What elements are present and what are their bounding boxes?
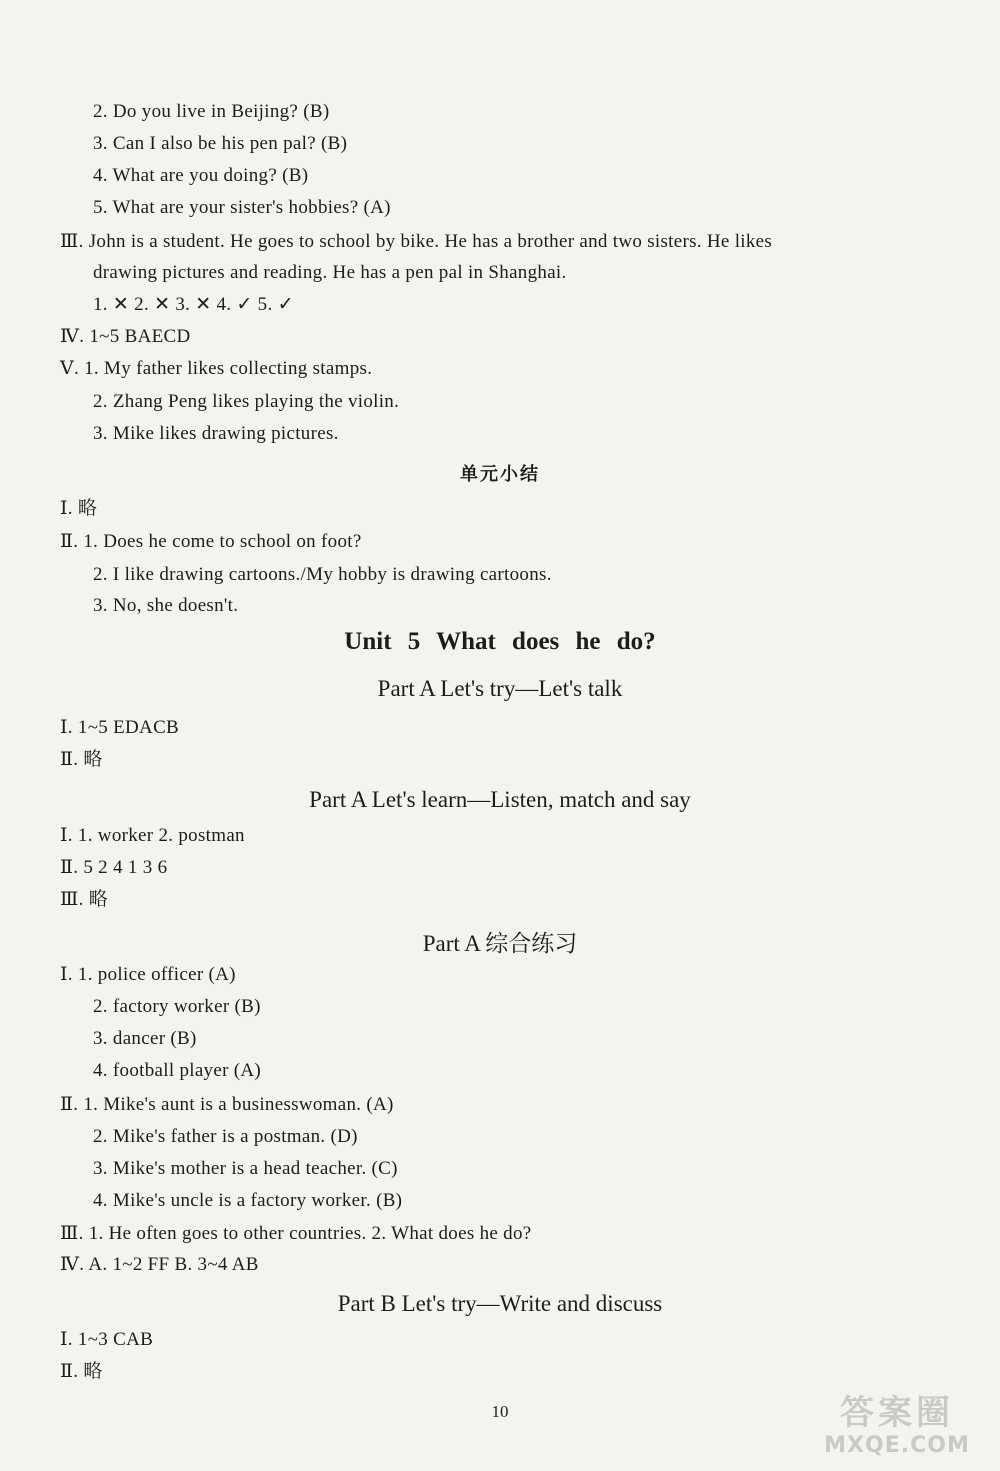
watermark-logo xyxy=(802,1393,992,1465)
section-heading-part-a-practice: Part A 综合练习 xyxy=(422,931,578,956)
answer-line: Ⅰ. 1~3 CAB xyxy=(60,1329,154,1350)
watermark-text: 答案圈 xyxy=(840,1393,954,1433)
section-heading-part-a-try: Part A Let's try—Let's talk xyxy=(377,676,623,701)
answer-line: 3. Mike's mother is a head teacher. (C) xyxy=(93,1158,398,1179)
answer-line: 3. Can I also be his pen pal? (B) xyxy=(93,133,348,154)
answer-line: Ⅰ. 1. worker 2. postman xyxy=(60,825,245,846)
answer-line: Ⅰ. 1. police officer (A) xyxy=(60,964,236,985)
answer-line: Ⅴ. 1. My father likes collecting stamps. xyxy=(60,358,373,379)
answer-line: 5. What are your sister's hobbies? (A) xyxy=(93,197,391,218)
answer-line: drawing pictures and reading. He has a pen pal in Shanghai. xyxy=(93,262,567,283)
answer-line: Ⅲ. John is a student. He goes to school by bike. He has a brother and two sisters. He likes xyxy=(60,231,773,252)
answer-line: Ⅱ. 1. Mike's aunt is a businesswoman. (A) xyxy=(60,1094,394,1115)
answer-line: 2. Do you live in Beijing? (B) xyxy=(93,101,330,122)
answer-line: Ⅲ. 略 xyxy=(60,889,109,910)
unit-title: Unit 5 What does he do? xyxy=(344,628,656,655)
answer-line: 3. Mike likes drawing pictures. xyxy=(93,423,339,444)
answer-line: Ⅱ. 略 xyxy=(60,749,103,770)
answer-line: Ⅰ. 略 xyxy=(60,498,98,519)
answer-line: 2. I like drawing cartoons./My hobby is drawing cartoons. xyxy=(93,564,552,585)
answer-line: 2. Zhang Peng likes playing the violin. xyxy=(93,391,400,412)
answer-line: 2. factory worker (B) xyxy=(93,996,261,1017)
answer-line: Ⅱ. 5 2 4 1 3 6 xyxy=(60,857,168,878)
answer-line: Ⅲ. 1. He often goes to other countries. 2. What does he do? xyxy=(60,1223,532,1244)
watermark-url: MXQE.COM xyxy=(824,1433,970,1458)
section-heading-part-a-learn: Part A Let's learn—Listen, match and say xyxy=(309,787,691,812)
answer-line: 4. Mike's uncle is a factory worker. (B) xyxy=(93,1190,403,1211)
answer-line: 4. What are you doing? (B) xyxy=(93,165,309,186)
answer-line: 1. ✕ 2. ✕ 3. ✕ 4. ✓ 5. ✓ xyxy=(93,294,294,315)
section-heading-part-b-try: Part B Let's try—Write and discuss xyxy=(337,1291,663,1316)
answer-line: 3. dancer (B) xyxy=(93,1028,197,1049)
answer-line: 3. No, she doesn't. xyxy=(93,595,239,616)
section-heading-unit-summary: 单元小结 xyxy=(460,464,540,485)
answer-line: Ⅱ. 略 xyxy=(60,1361,103,1382)
answer-line: 2. Mike's father is a postman. (D) xyxy=(93,1126,358,1147)
page-number: 10 xyxy=(491,1402,509,1421)
answer-line: Ⅳ. A. 1~2 FF B. 3~4 AB xyxy=(60,1254,259,1275)
answer-line: Ⅰ. 1~5 EDACB xyxy=(60,717,180,738)
answer-line: Ⅳ. 1~5 BAECD xyxy=(60,326,191,347)
answer-line: 4. football player (A) xyxy=(93,1060,262,1081)
answer-line: Ⅱ. 1. Does he come to school on foot? xyxy=(60,531,362,552)
